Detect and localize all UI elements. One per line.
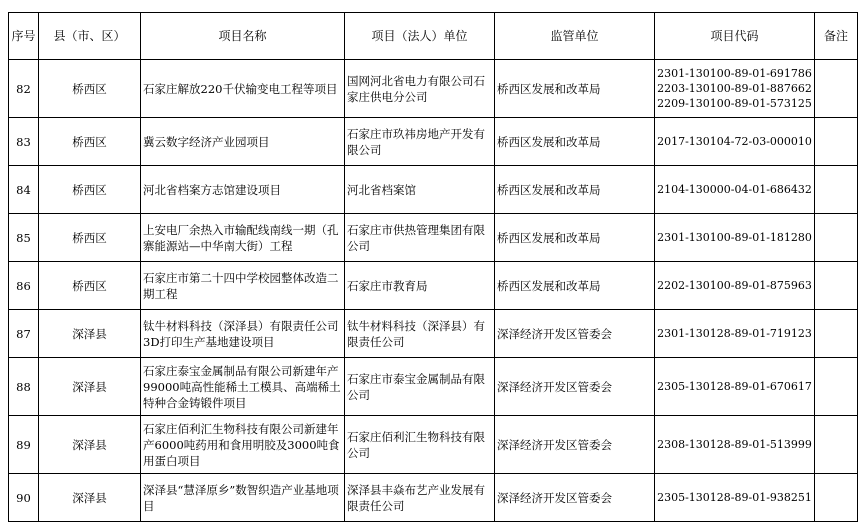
cell-project-name: 石家庄解放220千伏输变电工程等项目 bbox=[141, 60, 345, 118]
cell-entity: 国网河北省电力有限公司石家庄供电分公司 bbox=[345, 60, 495, 118]
cell-regulator: 深泽经济开发区管委会 bbox=[495, 474, 655, 522]
cell-seq: 87 bbox=[9, 310, 39, 358]
cell-note bbox=[815, 166, 858, 214]
project-code-line: 2301-130128-89-01-719123 bbox=[657, 327, 812, 340]
table-row bbox=[9, 416, 858, 474]
table-row bbox=[9, 262, 858, 310]
cell-county: 桥西区 bbox=[39, 60, 141, 118]
cell-entity: 河北省档案馆 bbox=[345, 166, 495, 214]
cell-project-code bbox=[655, 60, 815, 118]
header-entity: 项目（法人）单位 bbox=[345, 13, 495, 60]
cell-entity: 石家庄市泰宝金属制品有限公司 bbox=[345, 358, 495, 416]
cell-note bbox=[815, 118, 858, 166]
cell-regulator: 深泽经济开发区管委会 bbox=[495, 310, 655, 358]
cell-project-code bbox=[655, 416, 815, 474]
project-code-line: 2305-130128-89-01-938251 bbox=[657, 491, 812, 504]
cell-seq: 84 bbox=[9, 166, 39, 214]
cell-county: 桥西区 bbox=[39, 118, 141, 166]
table-row bbox=[9, 60, 858, 118]
cell-regulator: 桥西区发展和改革局 bbox=[495, 214, 655, 262]
cell-regulator: 桥西区发展和改革局 bbox=[495, 118, 655, 166]
table-body bbox=[9, 60, 858, 522]
cell-entity: 深泽县丰焱布艺产业发展有限责任公司 bbox=[345, 474, 495, 522]
cell-entity: 钛牛材料科技（深泽县）有限责任公司 bbox=[345, 310, 495, 358]
cell-county: 深泽县 bbox=[39, 416, 141, 474]
cell-seq: 86 bbox=[9, 262, 39, 310]
project-code-line: 2017-130104-72-03-000010 bbox=[657, 135, 812, 148]
cell-project-code bbox=[655, 166, 815, 214]
project-code-line: 2202-130100-89-01-875963 bbox=[657, 279, 812, 292]
cell-note bbox=[815, 474, 858, 522]
cell-project-code bbox=[655, 262, 815, 310]
project-code-line: 2308-130128-89-01-513999 bbox=[657, 438, 812, 451]
cell-entity: 石家庄市供热管理集团有限公司 bbox=[345, 214, 495, 262]
header-regulator: 监管单位 bbox=[495, 13, 655, 60]
table-row bbox=[9, 310, 858, 358]
cell-project-name: 钛牛材料科技（深泽县）有限责任公司3D打印生产基地建设项目 bbox=[141, 310, 345, 358]
cell-county: 深泽县 bbox=[39, 358, 141, 416]
cell-project-name: 上安电厂余热入市输配线南线一期（孔寨能源站—中华南大街）工程 bbox=[141, 214, 345, 262]
project-code-line: 2203-130100-89-01-887662 bbox=[657, 82, 812, 95]
cell-project-name: 石家庄市第二十四中学校园整体改造二期工程 bbox=[141, 262, 345, 310]
header-note: 备注 bbox=[815, 13, 858, 60]
cell-project-name: 石家庄泰宝金属制品有限公司新建年产99000吨高性能稀土工模具、高端稀土特种合金铸锻件项目 bbox=[141, 358, 345, 416]
table-row bbox=[9, 118, 858, 166]
cell-regulator: 桥西区发展和改革局 bbox=[495, 60, 655, 118]
cell-county: 桥西区 bbox=[39, 262, 141, 310]
cell-project-code bbox=[655, 214, 815, 262]
cell-seq: 90 bbox=[9, 474, 39, 522]
cell-note bbox=[815, 60, 858, 118]
project-code-line: 2301-130100-89-01-181280 bbox=[657, 231, 812, 244]
header-project-name: 项目名称 bbox=[141, 13, 345, 60]
cell-county: 深泽县 bbox=[39, 474, 141, 522]
cell-seq: 83 bbox=[9, 118, 39, 166]
cell-county: 深泽县 bbox=[39, 310, 141, 358]
cell-seq: 88 bbox=[9, 358, 39, 416]
cell-note bbox=[815, 358, 858, 416]
cell-entity: 石家庄佰利汇生物科技有限公司 bbox=[345, 416, 495, 474]
cell-project-name: 石家庄佰利汇生物科技有限公司新建年产6000吨药用和食用明胶及3000吨食用蛋白项目 bbox=[141, 416, 345, 474]
cell-regulator: 深泽经济开发区管委会 bbox=[495, 416, 655, 474]
table-row bbox=[9, 214, 858, 262]
header-seq: 序号 bbox=[9, 13, 39, 60]
cell-regulator: 桥西区发展和改革局 bbox=[495, 166, 655, 214]
project-code-line: 2104-130000-04-01-686432 bbox=[657, 183, 812, 196]
table-row bbox=[9, 474, 858, 522]
cell-entity: 石家庄市玖祎房地产开发有限公司 bbox=[345, 118, 495, 166]
cell-project-code bbox=[655, 474, 815, 522]
table-row bbox=[9, 358, 858, 416]
cell-project-code bbox=[655, 118, 815, 166]
cell-regulator: 桥西区发展和改革局 bbox=[495, 262, 655, 310]
cell-project-name: 冀云数字经济产业园项目 bbox=[141, 118, 345, 166]
cell-note bbox=[815, 416, 858, 474]
table-row bbox=[9, 166, 858, 214]
project-code-line: 2305-130128-89-01-670617 bbox=[657, 380, 812, 393]
table-header-row bbox=[9, 13, 858, 60]
cell-note bbox=[815, 262, 858, 310]
cell-note bbox=[815, 310, 858, 358]
header-county: 县（市、区） bbox=[39, 13, 141, 60]
header-project-code: 项目代码 bbox=[655, 13, 815, 60]
project-code-line: 2209-130100-89-01-573125 bbox=[657, 97, 812, 110]
project-code-line: 2301-130100-89-01-691786 bbox=[657, 67, 812, 80]
cell-seq: 85 bbox=[9, 214, 39, 262]
cell-seq: 82 bbox=[9, 60, 39, 118]
cell-project-name: 河北省档案方志馆建设项目 bbox=[141, 166, 345, 214]
cell-note bbox=[815, 214, 858, 262]
cell-entity: 石家庄市教育局 bbox=[345, 262, 495, 310]
cell-county: 桥西区 bbox=[39, 166, 141, 214]
project-table bbox=[8, 12, 858, 522]
cell-seq: 89 bbox=[9, 416, 39, 474]
cell-project-name: 深泽县“慧泽原乡”数智织造产业基地项目 bbox=[141, 474, 345, 522]
cell-county: 桥西区 bbox=[39, 214, 141, 262]
cell-project-code bbox=[655, 358, 815, 416]
cell-regulator: 深泽经济开发区管委会 bbox=[495, 358, 655, 416]
cell-project-code bbox=[655, 310, 815, 358]
